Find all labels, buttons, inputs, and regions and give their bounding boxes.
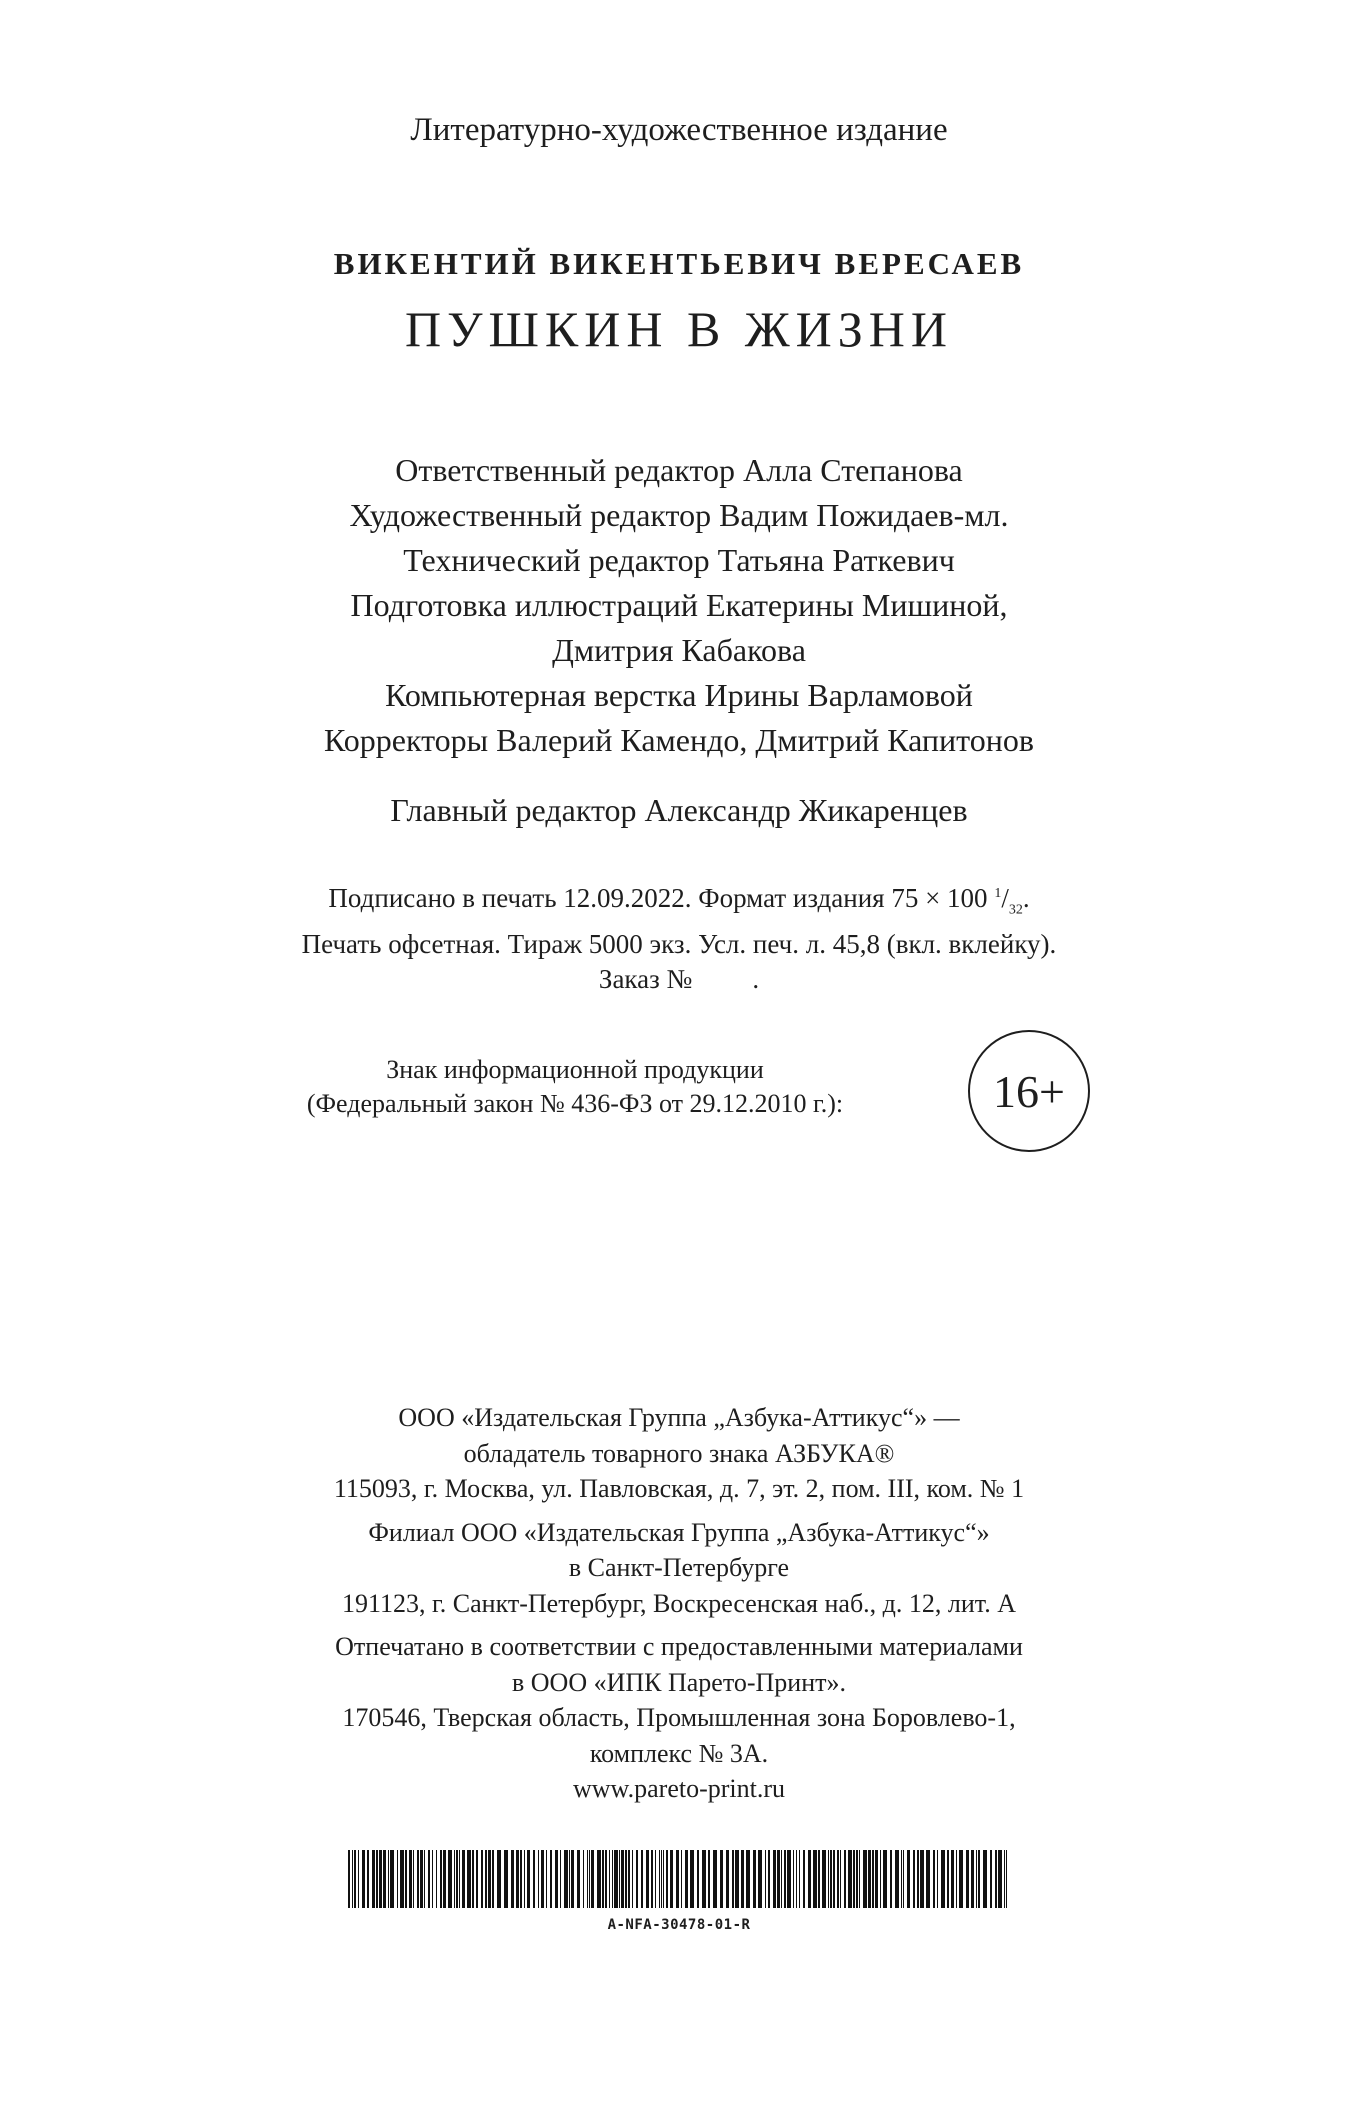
imprint-line: www.pareto-print.ru: [572, 1774, 786, 1803]
barcode-bar: [661, 1850, 662, 1908]
barcode-bar: [840, 1850, 841, 1908]
barcode-bar: [666, 1850, 668, 1908]
barcode-block: [0, 1850, 1358, 1933]
barcode-bar: [803, 1850, 805, 1908]
barcode-bar: [856, 1850, 858, 1908]
barcode-bar: [481, 1850, 483, 1908]
barcode-bar: [632, 1850, 633, 1908]
barcode-bar: [614, 1850, 618, 1908]
credit-line: Художественный редактор Вадим Пожидаев-мл.: [349, 497, 1009, 533]
barcode-bar: [605, 1850, 607, 1908]
barcode-bar: [636, 1850, 638, 1908]
barcode-bar: [550, 1850, 552, 1908]
barcode-bar: [872, 1850, 874, 1908]
barcode-bar: [681, 1850, 682, 1908]
barcode-bar: [538, 1850, 539, 1908]
barcode-bar: [765, 1850, 766, 1908]
imprint-line: в ООО «ИПК Парето-Принт».: [511, 1667, 846, 1697]
barcode-bar: [485, 1850, 487, 1908]
barcode-bar: [420, 1850, 423, 1908]
barcode-bar: [781, 1850, 782, 1908]
barcode-bar: [848, 1850, 852, 1908]
barcode-bar: [863, 1850, 867, 1908]
barcode-bar: [1004, 1850, 1005, 1908]
barcode-bar: [516, 1850, 519, 1908]
barcode-bar: [868, 1850, 871, 1908]
print-run-line: Печать офсетная. Тираж 5000 экз. Усл. печ. л. 45,8 (вкл. вклейку).: [301, 929, 1057, 960]
barcode-bar: [917, 1850, 919, 1908]
barcode-bar: [589, 1850, 590, 1908]
order-end: .: [752, 964, 760, 995]
print-format-text: Подписано в печать 12.09.2022. Формат издания 75 × 100: [328, 883, 995, 913]
barcode-bar: [467, 1850, 471, 1908]
credit-line: Корректоры Валерий Камендо, Дмитрий Капитонов: [324, 722, 1034, 758]
barcode-bar: [933, 1850, 935, 1908]
barcode-bar: [432, 1850, 433, 1908]
order-line: [0, 962, 1358, 997]
imprint-line: Отпечатано в соответствии с предоставленными материалами: [335, 1632, 1023, 1661]
credit-line: Компьютерная верстка Ирины Варламовой: [385, 677, 973, 713]
barcode-bar: [1006, 1850, 1007, 1908]
barcode-bar: [777, 1850, 780, 1908]
barcode-bar: [903, 1850, 904, 1908]
barcode-bar: [424, 1850, 425, 1908]
barcode-bar: [676, 1850, 679, 1908]
barcode-bar: [741, 1850, 744, 1908]
barcode-bar: [828, 1850, 829, 1908]
barcode-bar: [998, 1850, 1002, 1908]
barcode-bar: [959, 1850, 963, 1908]
barcode-bar: [956, 1850, 957, 1908]
barcode-bar: [787, 1850, 791, 1908]
barcode-bar: [822, 1850, 826, 1908]
barcode-bar: [735, 1850, 739, 1908]
barcode-bar: [978, 1850, 980, 1908]
barcode-bar: [621, 1850, 624, 1908]
barcode-bar: [354, 1850, 356, 1908]
barcode-bar: [670, 1850, 673, 1908]
barcode-bar: [976, 1850, 977, 1908]
chief-editor: Главный редактор Александр Жикаренцев: [390, 792, 968, 828]
author-name: ВИКЕНТИЙ ВИКЕНТЬЕВИЧ ВЕРЕСАЕВ: [333, 246, 1025, 281]
barcode-bar: [352, 1850, 353, 1908]
barcode-bar: [546, 1850, 547, 1908]
barcode-bar: [454, 1850, 455, 1908]
barcode-bar: [379, 1850, 382, 1908]
barcode-bar: [533, 1850, 535, 1908]
barcode-bar: [907, 1850, 910, 1908]
barcode-bar: [690, 1850, 694, 1908]
barcode-bar: [472, 1850, 474, 1908]
barcode-bar: [413, 1850, 414, 1908]
barcode-bar: [577, 1850, 580, 1908]
barcode-bar: [793, 1850, 794, 1908]
print-format-end: .: [1022, 883, 1030, 913]
barcode-bar: [895, 1850, 899, 1908]
barcode-bar: [901, 1850, 902, 1908]
barcode-bar: [758, 1850, 762, 1908]
barcode-bar: [417, 1850, 419, 1908]
barcode-bar: [663, 1850, 664, 1908]
barcode-bar: [859, 1850, 860, 1908]
barcode-bar: [768, 1850, 770, 1908]
barcode-bar: [569, 1850, 570, 1908]
barcode-bar: [560, 1850, 561, 1908]
print-info: [0, 876, 1358, 997]
barcode-bar: [524, 1850, 525, 1908]
fraction-denominator: 32: [1008, 902, 1023, 918]
barcode-bar: [983, 1850, 987, 1908]
barcode-bar: [372, 1850, 375, 1908]
barcode-bar: [713, 1850, 717, 1908]
credit-line: Подготовка иллюстраций Екатерины Мишиной,: [350, 587, 1008, 623]
barcode-bar: [367, 1850, 369, 1908]
barcode-icon: [348, 1850, 1010, 1908]
barcode-bar: [383, 1850, 386, 1908]
editorial-credits: [0, 448, 1358, 763]
barcode-bar: [527, 1850, 530, 1908]
fraction-numerator: 1: [994, 886, 1002, 901]
barcode-bar: [591, 1850, 594, 1908]
barcode-bar: [492, 1850, 494, 1908]
barcode-bar: [708, 1850, 710, 1908]
barcode-bar: [937, 1850, 938, 1908]
barcode-bar: [436, 1850, 437, 1908]
barcode-bar: [651, 1850, 653, 1908]
barcode-bar: [583, 1850, 584, 1908]
barcode-bar: [971, 1850, 974, 1908]
barcode-bar: [504, 1850, 508, 1908]
barcode-bar: [628, 1850, 630, 1908]
barcode-bar: [456, 1850, 458, 1908]
barcode-bar: [476, 1850, 478, 1908]
barcode-bar: [799, 1850, 800, 1908]
barcode-bar: [397, 1850, 398, 1908]
barcode-bar: [830, 1850, 832, 1908]
barcode-bar: [773, 1850, 776, 1908]
barcode-bar: [947, 1850, 949, 1908]
barcode-bar: [555, 1850, 558, 1908]
info-law-line: (Федеральный закон № 436-ФЗ от 29.12.2010 г.):: [306, 1089, 844, 1118]
barcode-bar: [428, 1850, 430, 1908]
barcode-bar: [732, 1850, 734, 1908]
credit-line: Дмитрия Кабакова: [552, 632, 806, 668]
barcode-label: A-NFA-30478-01-R: [607, 1917, 751, 1933]
barcode-bar: [920, 1850, 924, 1908]
barcode-bar: [818, 1850, 820, 1908]
barcode-bar: [619, 1850, 620, 1908]
barcode-bar: [362, 1850, 365, 1908]
barcode-bar: [602, 1850, 604, 1908]
barcode-bar: [388, 1850, 389, 1908]
barcode-bar: [520, 1850, 522, 1908]
barcode-bar: [400, 1850, 404, 1908]
barcode-bar: [564, 1850, 568, 1908]
barcode-bar: [966, 1850, 969, 1908]
barcode-bar: [890, 1850, 892, 1908]
barcode-bar: [462, 1850, 465, 1908]
barcode-bar: [926, 1850, 930, 1908]
barcode-bar: [612, 1850, 613, 1908]
barcode-bar: [390, 1850, 394, 1908]
book-title: ПУШКИН В ЖИЗНИ: [404, 301, 954, 357]
imprint-line: комплекс № 3А.: [589, 1738, 769, 1768]
barcode-bar: [440, 1850, 442, 1908]
print-format-line: Подписано в печать 12.09.2022. Формат издания 75 × 100 $^1/_{32}$.: [328, 883, 1030, 918]
barcode-bar: [541, 1850, 544, 1908]
barcode-bar: [875, 1850, 878, 1908]
barcode-bar: [348, 1850, 350, 1908]
info-product-mark: [210, 1053, 940, 1121]
barcode-bar: [746, 1850, 750, 1908]
info-mark-line: Знак информационной продукции: [386, 1055, 764, 1084]
barcode-bar: [659, 1850, 660, 1908]
barcode-bar: [837, 1850, 839, 1908]
barcode-bar: [625, 1850, 627, 1908]
imprint-line: ООО «Издательская Группа „Азбука-Аттикус“» —: [398, 1403, 960, 1432]
imprint-line: в Санкт-Петербурге: [568, 1553, 790, 1582]
barcode-bar: [685, 1850, 688, 1908]
age-rating-badge: 16+: [968, 1030, 1090, 1152]
barcode-bar: [796, 1850, 797, 1908]
barcode-bar: [990, 1850, 992, 1908]
imprint-line: обладатель товарного знака АЗБУКА®: [463, 1438, 895, 1468]
barcode-bar: [951, 1850, 954, 1908]
credit-line: Технический редактор Татьяна Раткевич: [403, 542, 955, 578]
genre-label: Литературно-художественное издание: [410, 112, 948, 148]
barcode-bar: [883, 1850, 887, 1908]
barcode-bar: [376, 1850, 378, 1908]
barcode-bar: [995, 1850, 997, 1908]
barcode-bar: [844, 1850, 846, 1908]
barcode-bar: [808, 1850, 811, 1908]
barcode-bar: [753, 1850, 756, 1908]
barcode-bar: [358, 1850, 359, 1908]
barcode-bar: [913, 1850, 915, 1908]
barcode-bar: [571, 1850, 574, 1908]
barcode-bar: [488, 1850, 491, 1908]
imprint-line: 191123, г. Санкт-Петербург, Воскресенская наб., д. 12, лит. А: [342, 1588, 1016, 1618]
barcode-bar: [655, 1850, 656, 1908]
barcode-bar: [833, 1850, 835, 1908]
barcode-bar: [853, 1850, 855, 1908]
order-label: Заказ №: [598, 964, 693, 995]
barcode-bar: [443, 1850, 446, 1908]
barcode-bar: [726, 1850, 729, 1908]
barcode-bar: [511, 1850, 514, 1908]
barcode-bar: [941, 1850, 945, 1908]
barcode-bar: [880, 1850, 881, 1908]
barcode-bar: [459, 1850, 460, 1908]
imprint-line: 115093, г. Москва, ул. Павловская, д. 7, эт. 2, пом. III, ком. № 1: [333, 1474, 1025, 1503]
barcode-bar: [702, 1850, 706, 1908]
imprint-line: 170546, Тверская область, Промышленная зона Боровлево-1,: [342, 1703, 1016, 1732]
barcode-bar: [697, 1850, 699, 1908]
barcode-bar: [587, 1850, 588, 1908]
barcode-bar: [405, 1850, 407, 1908]
barcode-bar: [497, 1850, 501, 1908]
barcode-bar: [641, 1850, 643, 1908]
barcode-bar: [597, 1850, 601, 1908]
barcode-bar: [646, 1850, 649, 1908]
barcode-bar: [609, 1850, 610, 1908]
barcode-bar: [409, 1850, 412, 1908]
barcode-bar: [813, 1850, 817, 1908]
credit-line: Ответственный редактор Алла Степанова: [395, 452, 963, 488]
barcode-bar: [720, 1850, 723, 1908]
imprint-line: Филиал ООО «Издательская Группа „Азбука-Аттикус“»: [368, 1517, 990, 1547]
barcode-bar: [784, 1850, 786, 1908]
barcode-bar: [448, 1850, 452, 1908]
publisher-imprint: [0, 1400, 1358, 1807]
